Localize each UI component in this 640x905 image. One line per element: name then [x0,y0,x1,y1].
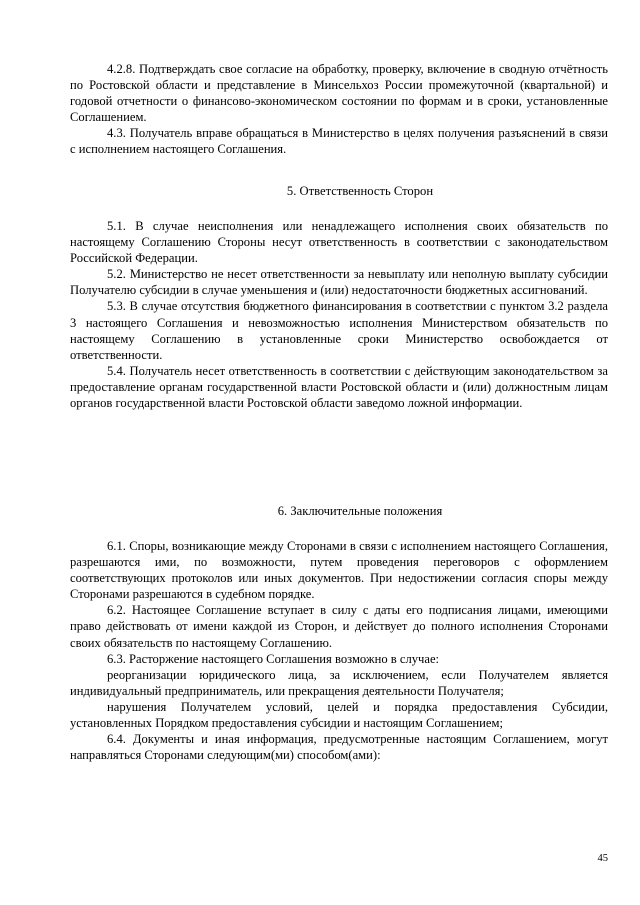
page-number: 45 [597,853,608,864]
section-5-heading: 5. Ответственность Сторон [286,184,434,198]
paragraph-4-3: 4.3. Получатель вправе обращаться в Министерство в целях получения разъяснений в связи с исполнением настоящего Соглашения. [70,126,608,157]
section-6-body [70,538,608,763]
paragraph-5-2: 5.2. Министерство не несет ответственности за невыплату или неполную выплату субсидии Получателю субсидии в случае уменьшения и (или) недостаточности бюджетных ассигнований. [70,267,608,298]
section-5-body [70,218,608,411]
paragraph-6-2: 6.2. Настоящее Соглашение вступает в силу с даты его подписания лицами, имеющими право действовать от имени каждой из Сторон, и действует до полного исполнения Сторонами своих обязательств по настоящему Соглашению. [70,603,608,650]
section-6-heading: 6. Заключительные положения [277,504,443,518]
paragraph-5-1: 5.1. В случае неисполнения или ненадлежащего исполнения своих обязательств по настоящему Соглашению Стороны несут ответственность в соответствии с законодательством Российской Федерации. [70,219,608,266]
paragraph-6-1: 6.1. Споры, возникающие между Сторонами в связи с исполнением настоящего Соглашения, разрешаются ими, по возможности, путем проведения переговоров с оформлением соответствующих протоколов или иных документов. При недостижении согласия споры между Сторонами разрешаются в судебном порядке. [70,539,608,602]
paragraph-6-3-item-reorganization: реорганизации юридического лица, за исключением, если Получателем является индивидуальный предприниматель, или прекращения деятельности Получателя; [70,667,608,698]
paragraph-5-3: 5.3. В случае отсутствия бюджетного финансирования в соответствии с пунктом 3.2 раздела 3 настоящего Соглашения и невозможностью исполнения Министерством обязательств по настоящему Соглашению в установленные сроки Министерство освобождается от ответственности. [70,299,608,362]
paragraph-5-4: 5.4. Получатель несет ответственность в соответствии с действующим законодательством за предоставление органам государственной власти Ростовской области и (или) должностным лицам органов государственной власти Ростовской области заведомо ложной информации. [70,363,608,411]
paragraph-6-3: 6.3. Расторжение настоящего Соглашения возможно в случае: [107,651,440,666]
paragraph-4-2-8: 4.2.8. Подтверждать свое согласие на обработку, проверку, включение в сводную отчётность по Ростовской области и представление в Минсельхоз России промежуточной (квартальной) и годовой отчетности о финансово-экономическом состоянии по формам и в сроки, установленные Соглашением. [70,62,608,125]
paragraph-6-3-item-violation: нарушения Получателем условий, целей и порядка предоставления Субсидии, установленных Порядком предоставления субсидии и настоящим Соглашением; [70,699,608,731]
section-4-tail [70,61,608,158]
paragraph-6-4: 6.4. Документы и иная информация, предусмотренные настоящим Соглашением, могут направляться Сторонами следующим(ми) способом(ами): [70,732,608,763]
